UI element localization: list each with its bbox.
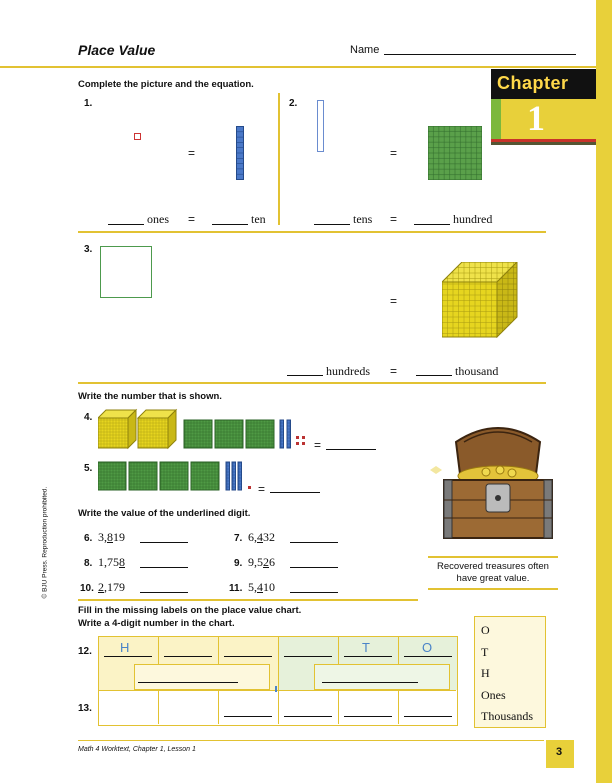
section4-instruction-2: Write a 4-digit number in the chart. — [78, 618, 235, 629]
hundred-flat-p5-1 — [98, 462, 126, 490]
problem-3-hundreds-label: hundreds — [326, 364, 370, 378]
name-field[interactable] — [384, 54, 576, 55]
problem-2-tens-blank[interactable] — [314, 224, 350, 225]
hundred-flat-green — [428, 126, 482, 180]
row-12-label: 12. — [78, 646, 92, 657]
word-bank-thousands: Thousands — [481, 709, 533, 723]
chapter-word: Chapter — [497, 73, 569, 93]
item-6-value: 3,819 — [98, 530, 125, 544]
word-bank-h: H — [481, 666, 490, 680]
ten-rod-small-2 — [287, 420, 291, 448]
hundred-flat-p5-2 — [129, 462, 157, 490]
item-6-number: 6. — [84, 533, 93, 544]
page-number: 3 — [556, 746, 563, 758]
ones-unit-p5 — [248, 486, 251, 489]
header-blank-5[interactable] — [344, 656, 392, 657]
row13-blank-3[interactable] — [344, 716, 392, 717]
hundred-flat-outline — [100, 246, 152, 298]
footer-rule — [78, 740, 544, 741]
page-edge-strip — [596, 0, 612, 783]
ten-rod-small-1 — [280, 420, 284, 448]
problem-2-number: 2. — [289, 98, 298, 109]
group-label-box-ones — [314, 664, 450, 690]
footer-text: Math 4 Worktext, Chapter 1, Lesson 1 — [78, 746, 196, 753]
section3-instruction: Write the value of the underlined digit. — [78, 508, 251, 519]
treasure-chest-illustration — [428, 418, 568, 548]
item-10-answer[interactable] — [140, 592, 188, 593]
chapter-stripe-dark — [491, 142, 596, 145]
thousand-cube-small-2 — [138, 410, 176, 448]
row13-blank-4[interactable] — [404, 716, 452, 717]
row13-blank-2[interactable] — [284, 716, 332, 717]
section1-rule — [78, 231, 546, 233]
problem-divider — [278, 93, 280, 225]
problem-2-equals: = — [390, 146, 398, 160]
problem-4-answer[interactable] — [326, 449, 376, 450]
header-letter-5: T — [362, 640, 370, 655]
header-blank-1[interactable] — [104, 656, 152, 657]
thousand-cube-small-1 — [98, 410, 136, 448]
ten-rod-outline — [317, 100, 324, 152]
item-9-answer[interactable] — [290, 567, 338, 568]
word-bank-ones: Ones — [481, 688, 506, 702]
problem-4-number: 4. — [84, 412, 93, 423]
section2-instruction: Write the number that is shown. — [78, 391, 222, 402]
ones-unit-1 — [296, 436, 299, 439]
group-label-thousands-blank[interactable] — [138, 682, 238, 683]
page-title: Place Value — [78, 42, 156, 58]
col-divider — [398, 636, 399, 664]
ones-unit-3 — [296, 442, 299, 445]
problem-3-equals: = — [390, 294, 398, 308]
item-6-answer[interactable] — [140, 542, 188, 543]
word-bank-o: O — [481, 623, 490, 637]
col-divider — [338, 636, 339, 664]
hundred-flat-small-3 — [246, 420, 274, 448]
ten-rod-p5-1 — [226, 462, 230, 490]
copyright-vertical: © BJU Press. Reproduction prohibited. — [41, 486, 49, 599]
item-10-value: 2,179 — [98, 580, 125, 594]
problem-3-hundreds-blank[interactable] — [287, 375, 323, 376]
problem-5-answer[interactable] — [270, 492, 320, 493]
group-label-ones-blank[interactable] — [322, 682, 418, 683]
item-8-number: 8. — [84, 558, 93, 569]
problem-5-number: 5. — [84, 463, 93, 474]
col-divider — [278, 636, 279, 724]
col-divider — [158, 636, 159, 664]
caption-top-rule — [428, 556, 558, 558]
header-rule — [0, 66, 596, 68]
hundred-flat-small-1 — [184, 420, 212, 448]
item-7-answer[interactable] — [290, 542, 338, 543]
ones-unit-4 — [302, 442, 305, 445]
comma-mark — [275, 686, 277, 692]
problem-5-equals: = — [258, 482, 266, 496]
problem-2-eq-equals: = — [390, 212, 398, 226]
chapter-badge — [491, 69, 596, 145]
problem-1-ten-label: ten — [251, 212, 266, 226]
item-10-number: 10. — [80, 583, 94, 594]
problem-3-eq-equals: = — [390, 364, 398, 378]
chapter-green-band — [491, 99, 501, 139]
hundred-flat-p5-3 — [160, 462, 188, 490]
section4-instruction-1: Fill in the missing labels on the place value chart. — [78, 605, 302, 616]
place-value-chart — [98, 636, 458, 726]
header-letter-6: O — [422, 640, 433, 655]
col-divider — [158, 690, 159, 724]
item-9-value: 9,526 — [248, 555, 275, 569]
ten-rod-blue — [236, 126, 244, 180]
problem-4-equals: = — [314, 438, 322, 452]
problem-2-tens-label: tens — [353, 212, 373, 226]
chapter-yellow-band — [501, 99, 596, 139]
item-7-value: 6,432 — [248, 530, 275, 544]
problem-1-eq-equals: = — [188, 212, 196, 226]
header-blank-4[interactable] — [284, 656, 332, 657]
item-8-value: 1,758 — [98, 555, 125, 569]
header-letter-1: H — [120, 640, 130, 655]
problem-3-thousand-blank[interactable] — [416, 375, 452, 376]
row-divider — [98, 690, 456, 691]
problem-2-hundred-label: hundred — [453, 212, 493, 226]
section1-bottom-rule — [78, 382, 546, 384]
item-11-number: 11. — [229, 583, 243, 594]
word-bank-t: T — [481, 645, 489, 659]
group-label-box-thousands — [134, 664, 270, 690]
problem-1-equals: = — [188, 146, 196, 160]
item-8-answer[interactable] — [140, 567, 188, 568]
problem-1-ones-blank[interactable] — [108, 224, 144, 225]
ones-cube — [134, 133, 141, 140]
word-bank — [474, 616, 546, 728]
col-divider — [338, 690, 339, 724]
row13-blank-1[interactable] — [224, 716, 272, 717]
section3-rule — [78, 599, 418, 601]
name-label: Name — [350, 44, 380, 56]
ones-unit-2 — [302, 436, 305, 439]
item-11-answer[interactable] — [290, 592, 338, 593]
col-divider — [398, 690, 399, 724]
section1-instruction: Complete the picture and the equation. — [78, 79, 254, 90]
row-13-label: 13. — [78, 703, 92, 714]
header-blank-2[interactable] — [164, 656, 212, 657]
hundred-flat-p5-4 — [191, 462, 219, 490]
header-blank-6[interactable] — [404, 656, 452, 657]
col-divider — [218, 636, 219, 664]
treasure-caption: Recovered treasures often have great value. — [437, 561, 549, 584]
hundred-flat-small-2 — [215, 420, 243, 448]
item-7-number: 7. — [234, 533, 243, 544]
problem-1-ten-blank[interactable] — [212, 224, 248, 225]
problem-5-blocks — [98, 460, 268, 494]
item-9-number: 9. — [234, 558, 243, 569]
chapter-number: 1 — [527, 98, 545, 138]
problem-3-number: 3. — [84, 244, 93, 255]
header-blank-3[interactable] — [224, 656, 272, 657]
caption-bottom-rule — [428, 588, 558, 590]
col-divider — [218, 690, 219, 724]
problem-2-hundred-blank[interactable] — [414, 224, 450, 225]
problem-1-number: 1. — [84, 98, 93, 109]
item-11-value: 5,410 — [248, 580, 275, 594]
problem-1-ones-label: ones — [147, 212, 169, 226]
thousand-cube — [442, 262, 518, 338]
ten-rod-p5-3 — [238, 462, 242, 490]
ten-rod-p5-2 — [232, 462, 236, 490]
problem-3-thousand-label: thousand — [455, 364, 499, 378]
problem-4-blocks — [98, 408, 318, 450]
